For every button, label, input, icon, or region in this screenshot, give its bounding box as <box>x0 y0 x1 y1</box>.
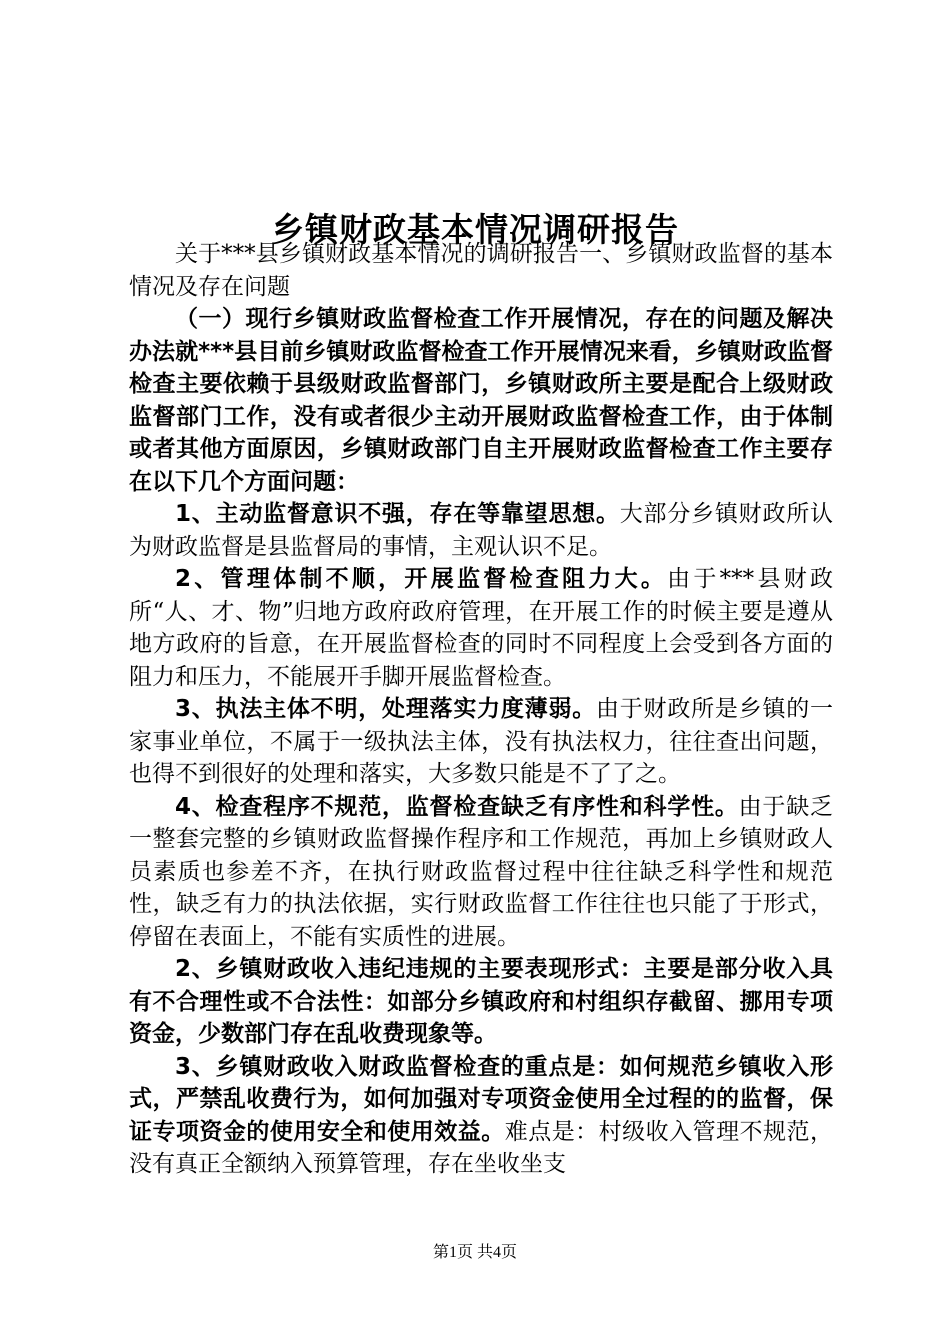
body-paragraph <box>129 563 833 693</box>
bold-text-run: （一）现行乡镇财政监督检查工作开展情况，存在的问题及解决办法就***县目前乡镇财政监督检查工作开展情况来看，乡镇财政监督检查主要依赖于县级财政监督部门，乡镇财政所主要是配合上级财政监督部门工作，没有或者很少主动开展财政监督检查工作，由于体制或者其他方面原因，乡镇财政部门自主开展财政监督检查工作主要存在以下几个方面问题： <box>129 306 833 495</box>
text-run: 由于财政所是乡镇的一家事业单位，不属于一级执法主体，没有执法权力，往往查出问题，也得不到很好的处理和落实，大多数只能是不了了之。 <box>129 696 833 787</box>
bold-text-run: 1、主动监督意识不强，存在等靠望思想。 <box>175 501 620 527</box>
body-paragraph <box>129 303 833 498</box>
text-run: 由于***县财政所“人、才、物”归地方政府政府管理，在开展工作的时候主要是遵从地方政府的旨意，在开展监督检查的同时不同程度上会受到各方面的阻力和压力，不能展开手脚开展监督检查。 <box>129 566 833 690</box>
bold-text-run: 3、执法主体不明，处理落实力度薄弱。 <box>175 696 596 722</box>
text-run: 由于缺乏一整套完整的乡镇财政监督操作程序和工作规范，再加上乡镇财政人员素质也参差不齐，在执行财政监督过程中往往缺乏科学性和规范性，缺乏有力的执法依据，实行财政监督工作往往也只能了于形式，停留在表面上，不能有实质性的进展。 <box>129 793 833 950</box>
text-run: 大部分乡镇财政所认为财政监督是县监督局的事情，主观认识不足。 <box>129 501 833 560</box>
body-paragraph <box>129 693 833 791</box>
bold-text-run: 4、检查程序不规范，监督检查缺乏有序性和科学性。 <box>175 793 739 820</box>
bold-text-run: 2、管理体制不顺，开展监督检查阻力大。 <box>175 566 668 592</box>
bold-text-run: 3、乡镇财政收入财政监督检查的重点是：如何规范乡镇收入形式，严禁乱收费行为，如何加强对专项资金使用全过程的的监督，保证专项资金的使用安全和使用效益。 <box>129 1053 833 1145</box>
body-paragraph <box>129 238 833 303</box>
bold-text-run: 2、乡镇财政收入违纪违规的主要表现形式：主要是部分收入具有不合理性或不合法性：如部分乡镇政府和村组织存截留、挪用专项资金，少数部门存在乱收费现象等。 <box>129 956 833 1047</box>
text-run: 关于***县乡镇财政基本情况的调研报告一、乡镇财政监督的基本情况及存在问题 <box>129 241 833 300</box>
body-paragraph <box>129 791 833 954</box>
page-footer: 第1页 共4页 <box>432 1244 517 1261</box>
document-body <box>129 238 833 1181</box>
text-run: 难点是：村级收入管理不规范，没有真正全额纳入预算管理，存在坐收坐支 <box>129 1118 834 1177</box>
body-paragraph <box>129 953 833 1051</box>
body-paragraph <box>129 498 833 563</box>
body-paragraph <box>129 1051 833 1181</box>
page-title: 乡镇财政基本情况调研报告 <box>271 210 679 250</box>
